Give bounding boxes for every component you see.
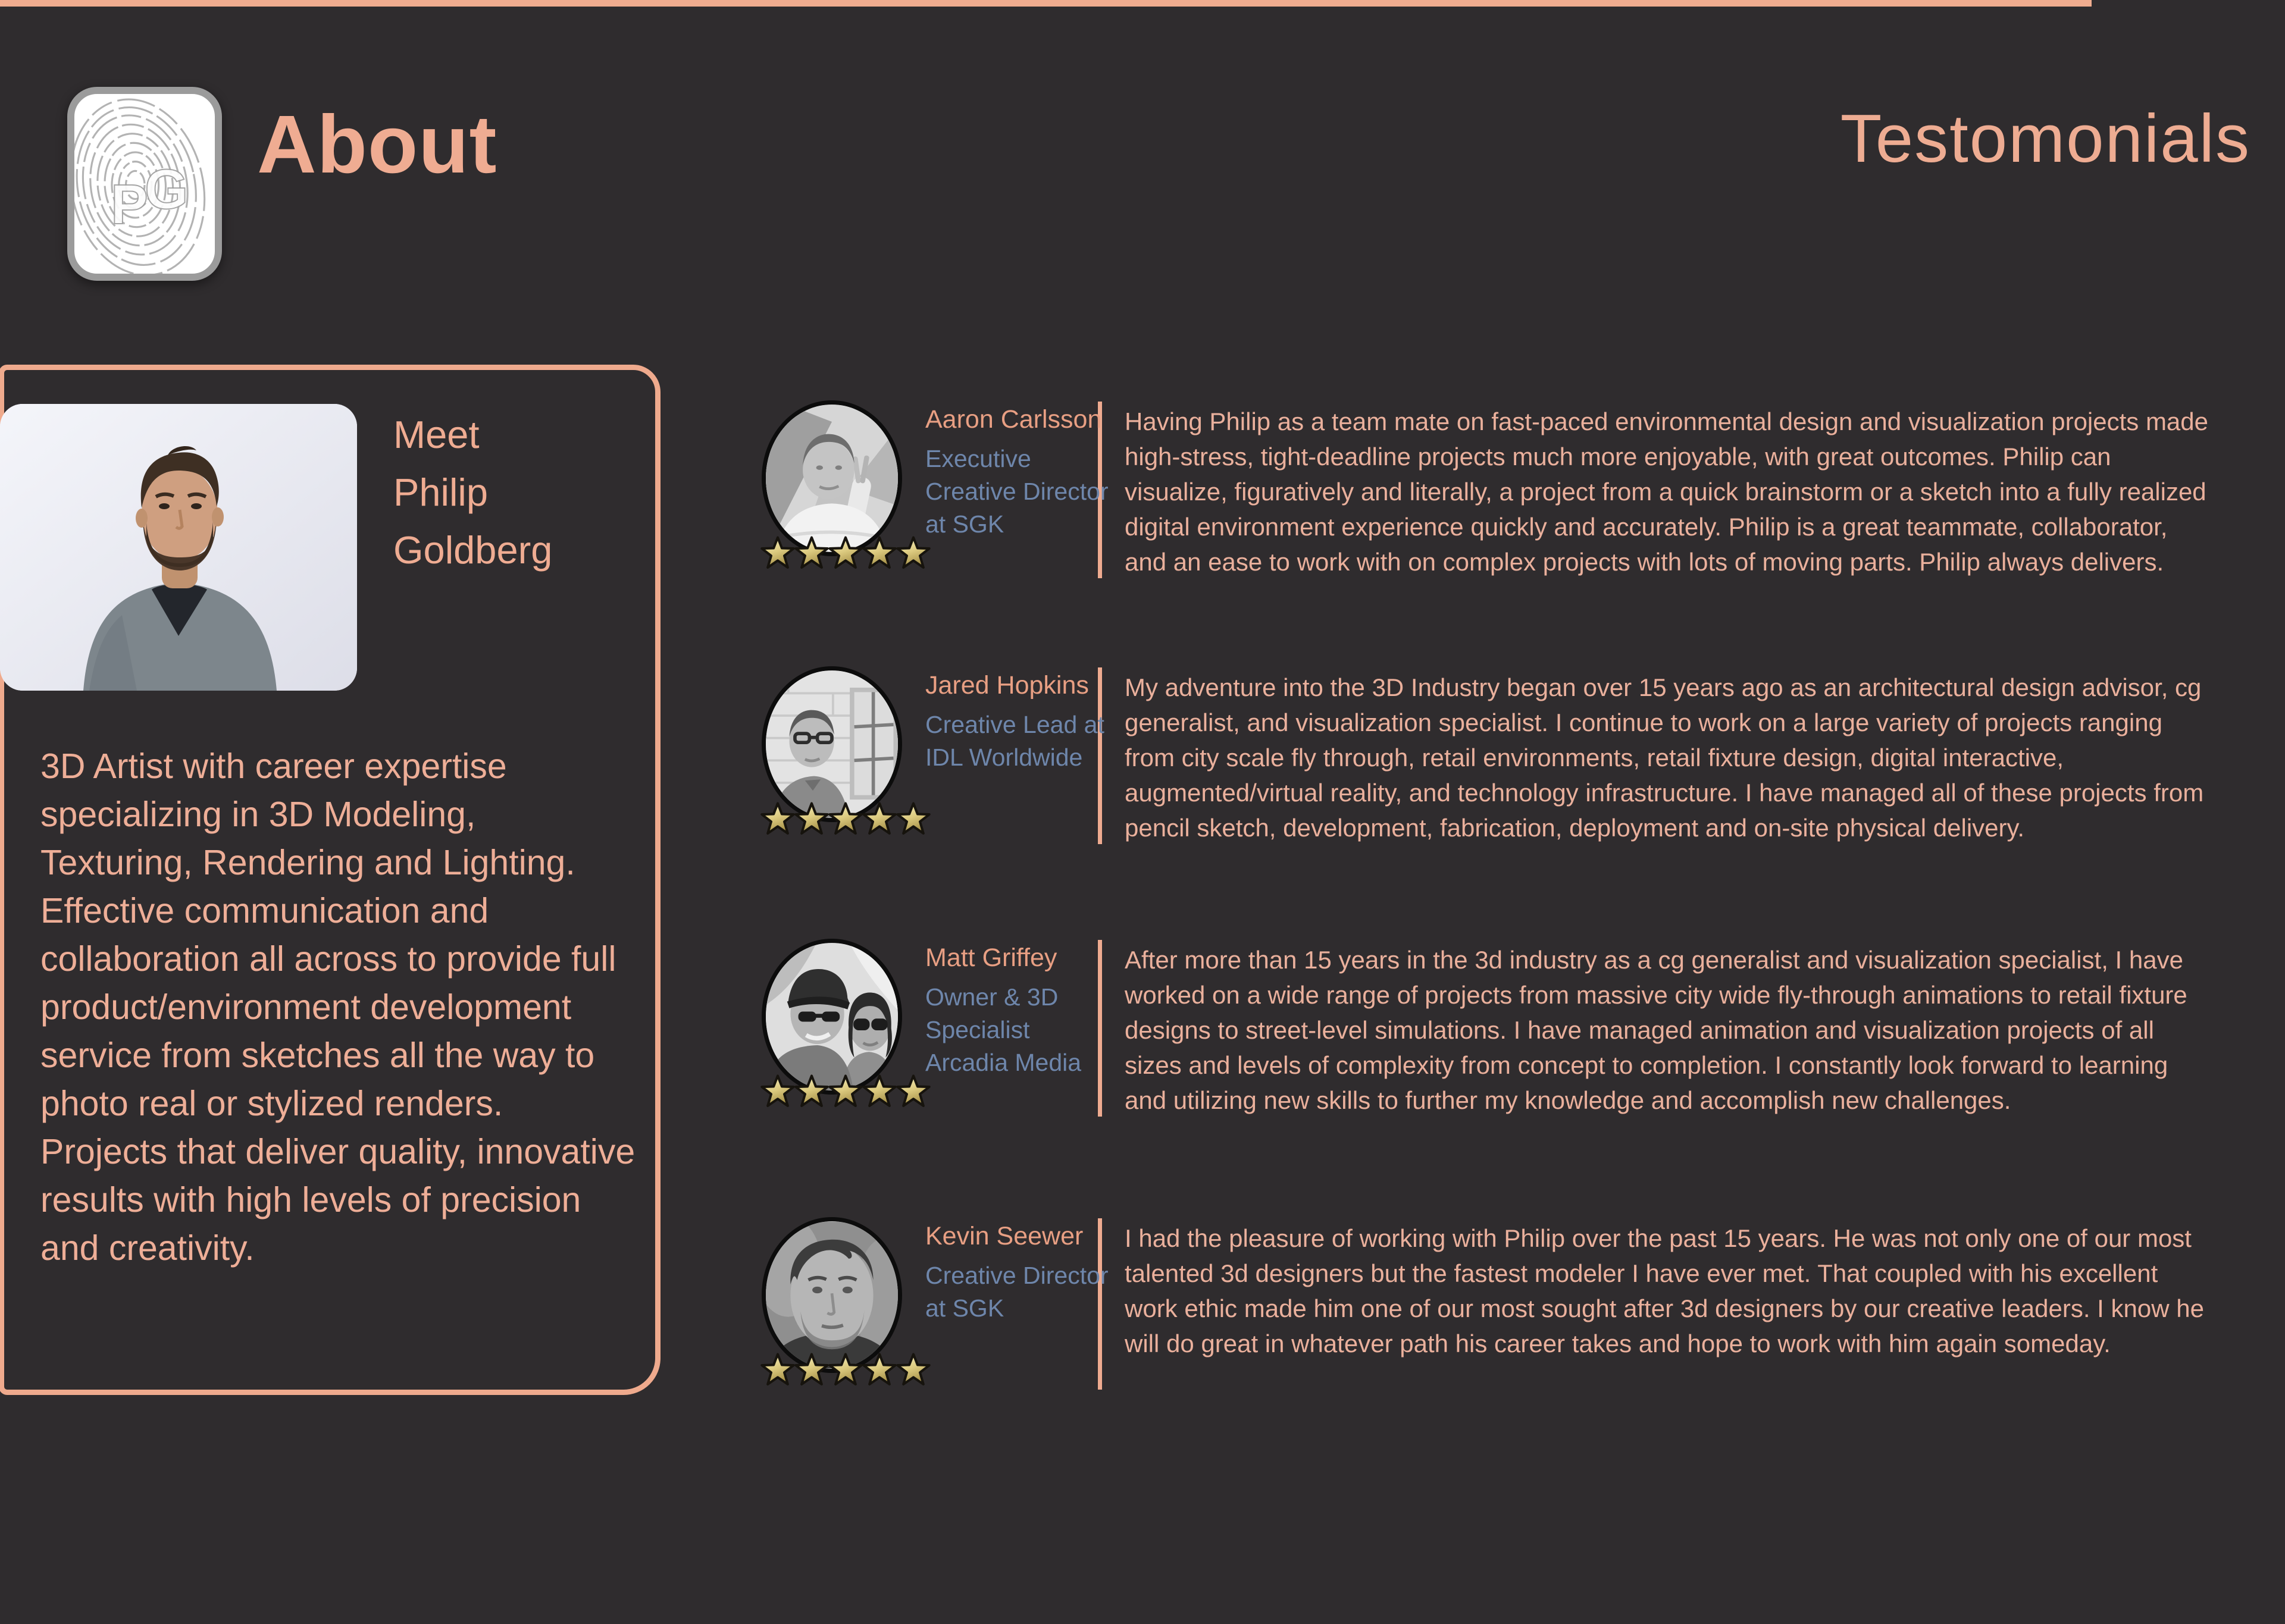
fingerprint-logo[interactable] [67, 87, 222, 281]
testimonial-author-block [760, 1217, 1109, 1391]
author-meta [925, 405, 1110, 541]
star-rating [760, 535, 930, 570]
star-icon [828, 801, 863, 836]
star-icon [828, 1074, 863, 1108]
star-icon [828, 1352, 863, 1387]
testimonial-quote: My adventure into the 3D Industry began over 15 years ago as an architectural design advisor, cg generalist, and visualization specialist. I continue to work on a large variety of projects ranging from city scale fly through, retail environments, retail fixture design, digital interactive, augmented/virtual reality, and technology infrastructure. I have managed all of these projects from pencil sketch, development, fabrication, deployment and on-site physical delivery. [1125, 673, 2204, 842]
author-meta [925, 1222, 1110, 1325]
avatar [762, 1217, 902, 1373]
avatar [762, 939, 902, 1095]
testimonial-author-block [760, 666, 1104, 845]
header-divider-line [0, 0, 2092, 7]
star-icon [862, 535, 897, 570]
meet-line-2: Philip [393, 471, 488, 514]
star-rating [760, 801, 930, 836]
star-icon [896, 535, 931, 570]
star-icon [794, 801, 829, 836]
star-icon [760, 801, 795, 836]
testimonial-quote: Having Philip as a team mate on fast-paced environmental design and visualization projects made high-stress, tight-deadline projects much more enjoyable, with great outcomes. Philip can visualize, figuratively and literally, a project from a quick brainstorm or a sketch into a fully realized digital environment experience quickly and accurately. Philip is a great teammate, collaborator, and an ease to work with on complex projects with lots of moving parts. Philip always delivers. [1125, 407, 2209, 576]
testimonial-matt-griffey [760, 939, 2235, 1118]
author-title: Owner & 3D Specialist Arcadia Media [925, 983, 1082, 1076]
star-icon [896, 1074, 931, 1108]
page-title: About [257, 99, 497, 190]
testimonial-author-block [760, 400, 1109, 579]
meet-heading [393, 406, 552, 579]
star-icon [862, 801, 897, 836]
testimonial-author-block [760, 939, 1098, 1118]
author-title: Creative Lead at IDL Worldwide [925, 711, 1104, 771]
testimonial-quote: After more than 15 years in the 3d industry as a cg generalist and visualization specialist, I have worked on a wide range of projects from massive city wide fly-through animations to retail fixture designs to street-level simulations. I have managed animation and visualization projects of all sizes and levels of complexity from concept to completion. I constantly look forward to learning and utilizing new skills to further my knowledge and accomplish new challenges. [1125, 946, 2187, 1114]
star-icon [760, 1352, 795, 1387]
author-title: Creative Director at SGK [925, 1262, 1109, 1322]
author-name: Matt Griffey [925, 943, 1057, 972]
avatar-photo-kevin [766, 1221, 898, 1369]
testimonial-kevin-seewer [760, 1217, 2235, 1391]
meet-line-1: Meet [393, 413, 480, 456]
testimonial-aaron-carlsson [760, 400, 2235, 579]
avatar [762, 400, 902, 556]
philip-portrait-graphic [0, 404, 357, 691]
author-meta [925, 943, 1110, 1079]
avatar [762, 666, 902, 822]
svg-text:P: P [110, 173, 148, 236]
star-icon [828, 535, 863, 570]
avatar-photo-aaron [766, 405, 898, 552]
profile-description: 3D Artist with career expertise specializing in 3D Modeling, Texturing, Rendering and Lighting. Effective communication and collaboration all across to provide full product/environment development service from sketches all the way to photo real or stylized renders. Projects that deliver quality, innovative results with high levels of precision and creativity. [40, 747, 636, 1268]
star-icon [896, 801, 931, 836]
testimonials-heading[interactable]: Testomonials [1840, 101, 2250, 177]
meet-line-3: Goldberg [393, 528, 553, 572]
author-name: Kevin Seewer [925, 1222, 1084, 1250]
star-rating [760, 1352, 930, 1387]
star-icon [862, 1074, 897, 1108]
star-rating [760, 1074, 930, 1108]
star-icon [794, 535, 829, 570]
star-icon [760, 535, 795, 570]
author-title: Executive Creative Director at SGK [925, 445, 1109, 538]
fingerprint-icon [74, 94, 215, 274]
testimonial-quote: I had the pleasure of working with Philip over the past 15 years. He was not only one of our most talented 3d designers but the fastest modeler I have ever met. That coupled with his excellent work ethic made him one of our most sought after 3d designers by our creative leaders. I know he will do great in whatever path his career takes and hope to work with him again someday. [1125, 1224, 2204, 1357]
star-icon [760, 1074, 795, 1108]
svg-text:G: G [145, 158, 189, 221]
star-icon [862, 1352, 897, 1387]
profile-photo [0, 404, 357, 691]
avatar-photo-jared [766, 670, 898, 818]
star-icon [896, 1352, 931, 1387]
author-name: Jared Hopkins [925, 671, 1089, 700]
avatar-photo-matt [766, 943, 898, 1090]
star-icon [794, 1352, 829, 1387]
testimonial-jared-hopkins [760, 666, 2235, 845]
author-meta [925, 671, 1110, 774]
author-name: Aaron Carlsson [925, 405, 1102, 434]
star-icon [794, 1074, 829, 1108]
